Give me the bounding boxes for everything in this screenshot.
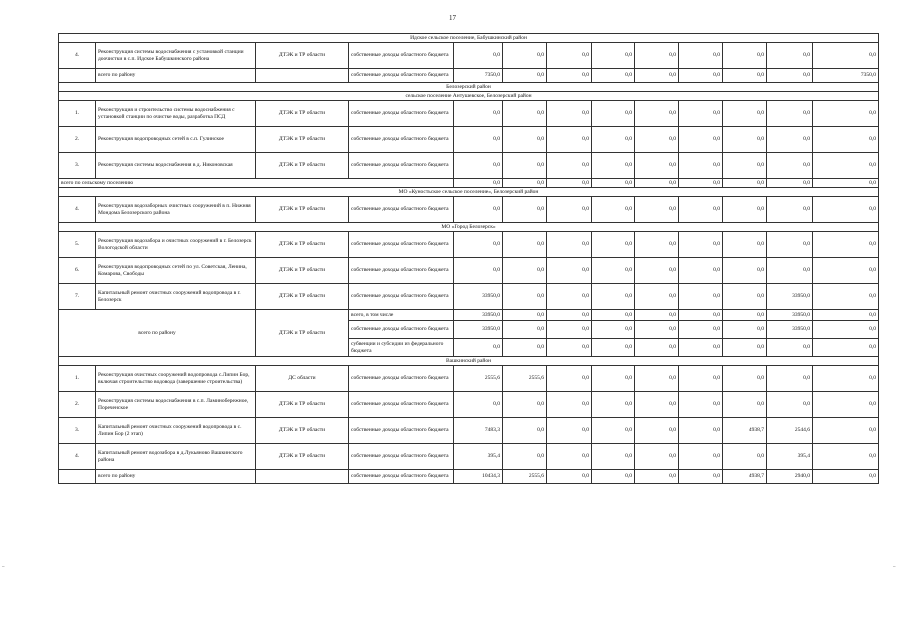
value-cell: 0,0 [454, 197, 503, 223]
value-cell: 0,0 [592, 470, 635, 484]
value-cell: 0,0 [547, 101, 592, 127]
value-cell: 0,0 [454, 127, 503, 153]
value-cell: 0,0 [547, 392, 592, 418]
value-cell: 0,0 [503, 232, 547, 258]
value-cell: 0,0 [454, 232, 503, 258]
value-cell: 0,0 [679, 179, 723, 188]
value-cell: 33950,0 [454, 310, 503, 321]
group-subrow [59, 310, 879, 321]
value-cell: 0,0 [813, 366, 879, 392]
value-cell: 0,0 [723, 127, 767, 153]
value-cell: 0,0 [454, 153, 503, 179]
table-row [59, 232, 879, 258]
value-cell: 0,0 [547, 197, 592, 223]
group-label: всего по району [59, 310, 256, 357]
value-cell: 0,0 [592, 69, 635, 83]
value-cell: 0,0 [813, 321, 879, 339]
value-cell: 0,0 [723, 321, 767, 339]
value-cell: 0,0 [679, 284, 723, 310]
value-cell: 0,0 [592, 392, 635, 418]
measure-name: Реконструкция водозабора и очистных сооружений в г. Белозерск Вологодской области [96, 232, 256, 258]
value-cell: 0,0 [592, 153, 635, 179]
funding-source: собственные доходы областного бюджета [349, 101, 454, 127]
value-cell: 0,0 [679, 197, 723, 223]
value-cell: 0,0 [547, 284, 592, 310]
funding-source: собственные доходы областного бюджета [349, 69, 454, 83]
value-cell: 0,0 [547, 321, 592, 339]
measure-name: Реконструкция системы водоснабжения с установкой станции доочистки в с.п. Идское Бабушкинского района [96, 43, 256, 69]
value-cell: 0,0 [503, 43, 547, 69]
responsible-body: ДТЭК и ТР области [256, 197, 349, 223]
value-cell: 0,0 [767, 339, 813, 357]
value-cell: 0,0 [635, 418, 679, 444]
value-cell: 0,0 [813, 232, 879, 258]
value-cell: 0,0 [635, 197, 679, 223]
funding-source: собственные доходы областного бюджета [349, 366, 454, 392]
value-cell: 0,0 [503, 392, 547, 418]
value-cell: 0,0 [547, 310, 592, 321]
funding-source: всего, в том числе [349, 310, 454, 321]
value-cell: 0,0 [723, 310, 767, 321]
value-cell: 0,0 [813, 470, 879, 484]
section-header-row [59, 223, 879, 232]
value-cell: 0,0 [813, 339, 879, 357]
measure-name: Реконструкция и строительство системы водоснабжения с установкой станции по очистке воды, разработка ПСД [96, 101, 256, 127]
responsible-body [256, 470, 349, 484]
value-cell: 0,0 [635, 101, 679, 127]
value-cell: 0,0 [592, 101, 635, 127]
responsible-body: ДТЭК и ТР области [256, 258, 349, 284]
value-cell: 0,0 [679, 321, 723, 339]
value-cell: 2940,0 [767, 470, 813, 484]
value-cell: 0,0 [679, 153, 723, 179]
value-cell: 0,0 [503, 197, 547, 223]
value-cell: 0,0 [723, 366, 767, 392]
row-number: 4. [59, 43, 96, 69]
table-row [59, 43, 879, 69]
table-row [59, 101, 879, 127]
row-number: 7. [59, 284, 96, 310]
value-cell: 0,0 [679, 366, 723, 392]
value-cell: 2555,6 [454, 366, 503, 392]
funding-source: собственные доходы областного бюджета [349, 444, 454, 470]
responsible-body: ДТЭК и ТР области [256, 127, 349, 153]
value-cell: 0,0 [503, 258, 547, 284]
value-cell: 0,0 [723, 392, 767, 418]
value-cell: 0,0 [813, 179, 879, 188]
value-cell: 0,0 [813, 197, 879, 223]
value-cell: 0,0 [635, 258, 679, 284]
value-cell: 0,0 [723, 101, 767, 127]
section-title: Белозерский район [59, 83, 879, 92]
section-title: МО «Куностьское сельское поселение», Белозерский район [59, 188, 879, 197]
value-cell: 10434,3 [454, 470, 503, 484]
row-number: 5. [59, 232, 96, 258]
value-cell: 0,0 [635, 43, 679, 69]
value-cell: 0,0 [635, 321, 679, 339]
value-cell: 0,0 [503, 127, 547, 153]
value-cell: 0,0 [592, 444, 635, 470]
value-cell: 0,0 [767, 392, 813, 418]
measure-name: Реконструкция системы водоснабжения в с.п. Ламинобережное, Пореченское [96, 392, 256, 418]
row-number: 3. [59, 418, 96, 444]
value-cell: 33950,0 [767, 321, 813, 339]
value-cell: 0,0 [547, 43, 592, 69]
value-cell: 0,0 [454, 179, 503, 188]
value-cell: 0,0 [503, 284, 547, 310]
table-row [59, 418, 879, 444]
value-cell: 0,0 [679, 339, 723, 357]
funding-source: собственные доходы областного бюджета [349, 127, 454, 153]
value-cell: 0,0 [723, 197, 767, 223]
value-cell: 0,0 [679, 127, 723, 153]
value-cell: 0,0 [679, 101, 723, 127]
value-cell: 0,0 [813, 127, 879, 153]
funding-source: собственные доходы областного бюджета [349, 232, 454, 258]
value-cell: 0,0 [503, 321, 547, 339]
value-cell: 0,0 [547, 258, 592, 284]
value-cell: 0,0 [767, 153, 813, 179]
value-cell: 0,0 [767, 366, 813, 392]
value-cell: 0,0 [723, 284, 767, 310]
value-cell: 0,0 [547, 339, 592, 357]
value-cell: 0,0 [592, 197, 635, 223]
table-row [59, 284, 879, 310]
margin-mark: – [893, 565, 896, 570]
value-cell: 0,0 [635, 310, 679, 321]
row-number: 2. [59, 392, 96, 418]
measure-name: Капитальный ремонт очистных сооружений водопровода в г. Белозерск [96, 284, 256, 310]
value-cell: 0,0 [503, 310, 547, 321]
value-cell: 0,0 [813, 444, 879, 470]
value-cell: 0,0 [592, 43, 635, 69]
measure-name: Капитальный ремонт водозабора в д.Лукьяново Вашкинского района [96, 444, 256, 470]
funding-source: собственные доходы областного бюджета [349, 418, 454, 444]
value-cell: 2555,6 [503, 470, 547, 484]
value-cell: 0,0 [547, 127, 592, 153]
row-number: 4. [59, 444, 96, 470]
value-cell: 0,0 [767, 197, 813, 223]
value-cell: 0,0 [723, 258, 767, 284]
value-cell: 0,0 [679, 69, 723, 83]
value-cell: 0,0 [592, 418, 635, 444]
table-row [59, 444, 879, 470]
value-cell: 0,0 [723, 444, 767, 470]
value-cell: 395,4 [454, 444, 503, 470]
funding-source: собственные доходы областного бюджета [349, 43, 454, 69]
funding-source: собственные доходы областного бюджета [349, 197, 454, 223]
measure-name: Реконструкция системы водоснабжения в д. Никоновская [96, 153, 256, 179]
value-cell: 0,0 [503, 69, 547, 83]
value-cell: 0,0 [503, 444, 547, 470]
value-cell: 0,0 [767, 43, 813, 69]
value-cell: 0,0 [592, 366, 635, 392]
value-cell: 0,0 [813, 284, 879, 310]
measure-name: всего по району [96, 470, 256, 484]
value-cell: 0,0 [679, 418, 723, 444]
value-cell: 0,0 [813, 43, 879, 69]
value-cell: 0,0 [635, 232, 679, 258]
measure-name: Реконструкция водопроводных сетей в с.п. Гулинское [96, 127, 256, 153]
total-row [59, 179, 879, 188]
value-cell: 0,0 [547, 179, 592, 188]
section-title: Идское сельское поселение, Бабушкинский район [59, 34, 879, 43]
value-cell: 0,0 [635, 127, 679, 153]
value-cell: 0,0 [723, 43, 767, 69]
value-cell: 0,0 [767, 179, 813, 188]
value-cell: 0,0 [767, 69, 813, 83]
funding-source: собственные доходы областного бюджета [349, 153, 454, 179]
funding-source: субвенции и субсидии из федерального бюджета [349, 339, 454, 357]
value-cell: 0,0 [547, 444, 592, 470]
responsible-body: ДТЭК и ТР области [256, 43, 349, 69]
value-cell: 0,0 [635, 69, 679, 83]
value-cell: 0,0 [679, 43, 723, 69]
row-number [59, 470, 96, 484]
value-cell: 0,0 [592, 179, 635, 188]
responsible-body: ДС области [256, 366, 349, 392]
value-cell: 0,0 [635, 366, 679, 392]
value-cell: 33950,0 [454, 284, 503, 310]
value-cell: 0,0 [813, 258, 879, 284]
measure-name: Капитальный ремонт очистных сооружений водопровода в с. Липин Бор (2 этап) [96, 418, 256, 444]
value-cell: 0,0 [813, 101, 879, 127]
value-cell: 33950,0 [767, 310, 813, 321]
value-cell: 0,0 [635, 470, 679, 484]
value-cell: 0,0 [503, 418, 547, 444]
section-title: сельское поселение Антушевское, Белозерский район [59, 92, 879, 101]
value-cell: 0,0 [679, 310, 723, 321]
value-cell: 0,0 [454, 258, 503, 284]
value-cell: 0,0 [723, 69, 767, 83]
value-cell: 0,0 [723, 339, 767, 357]
section-title: МО «Город Белозерск» [59, 223, 879, 232]
value-cell: 0,0 [723, 179, 767, 188]
section-header-row [59, 92, 879, 101]
row-number: 1. [59, 101, 96, 127]
value-cell: 0,0 [592, 258, 635, 284]
value-cell: 0,0 [723, 153, 767, 179]
responsible-body: ДТЭК и ТР области [256, 392, 349, 418]
responsible-body: ДТЭК и ТР области [256, 284, 349, 310]
value-cell: 0,0 [454, 339, 503, 357]
table-row [59, 258, 879, 284]
value-cell: 0,0 [767, 101, 813, 127]
section-header-row [59, 188, 879, 197]
value-cell: 0,0 [635, 153, 679, 179]
table-row [59, 366, 879, 392]
value-cell: 0,0 [547, 366, 592, 392]
table-row [59, 392, 879, 418]
value-cell: 7350,0 [454, 69, 503, 83]
value-cell: 0,0 [503, 101, 547, 127]
margin-mark: – [2, 565, 5, 570]
funding-source: собственные доходы областного бюджета [349, 392, 454, 418]
funding-source: собственные доходы областного бюджета [349, 470, 454, 484]
value-cell: 0,0 [592, 284, 635, 310]
value-cell: 0,0 [679, 392, 723, 418]
value-cell: 7483,3 [454, 418, 503, 444]
value-cell: 0,0 [813, 418, 879, 444]
section-title: Вашкинский район [59, 357, 879, 366]
responsible-body: ДТЭК и ТР области [256, 418, 349, 444]
table-row [59, 127, 879, 153]
value-cell: 0,0 [635, 444, 679, 470]
value-cell: 0,0 [813, 310, 879, 321]
row-number: 2. [59, 127, 96, 153]
value-cell: 395,4 [767, 444, 813, 470]
funding-source: собственные доходы областного бюджета [349, 321, 454, 339]
value-cell: 0,0 [679, 470, 723, 484]
measure-name: Реконструкция очистных сооружений водопровода с.Липин Бор, включая строительство водовода (завершение строительства) [96, 366, 256, 392]
value-cell: 0,0 [767, 127, 813, 153]
section-header-row [59, 83, 879, 92]
value-cell: 0,0 [547, 232, 592, 258]
measure-name: всего по району [96, 69, 256, 83]
page-number: 17 [449, 14, 456, 22]
funding-source: собственные доходы областного бюджета [349, 284, 454, 310]
value-cell: 0,0 [547, 418, 592, 444]
value-cell: 33950,0 [454, 321, 503, 339]
responsible-body: ДТЭК и ТР области [256, 232, 349, 258]
section-header-row [59, 357, 879, 366]
value-cell: 0,0 [547, 153, 592, 179]
value-cell: 0,0 [503, 179, 547, 188]
table-row [59, 197, 879, 223]
value-cell: 0,0 [635, 339, 679, 357]
value-cell: 7350,0 [813, 69, 879, 83]
value-cell: 0,0 [454, 43, 503, 69]
value-cell: 0,0 [679, 232, 723, 258]
value-cell: 0,0 [592, 321, 635, 339]
value-cell: 33950,0 [767, 284, 813, 310]
row-number [59, 69, 96, 83]
responsible-body: ДТЭК и ТР области [256, 444, 349, 470]
value-cell: 0,0 [592, 232, 635, 258]
table-row [59, 153, 879, 179]
row-number: 6. [59, 258, 96, 284]
budget-table [58, 33, 879, 484]
value-cell: 0,0 [679, 258, 723, 284]
value-cell: 0,0 [767, 258, 813, 284]
value-cell: 2544,6 [767, 418, 813, 444]
responsible-body: ДТЭК и ТР области [256, 153, 349, 179]
table-row [59, 470, 879, 484]
value-cell: 0,0 [454, 101, 503, 127]
table-row [59, 69, 879, 83]
value-cell: 0,0 [723, 232, 767, 258]
responsible-body: ДТЭК и ТР области [256, 101, 349, 127]
total-label: всего по сельскому поселению [59, 179, 454, 188]
value-cell: 0,0 [767, 232, 813, 258]
value-cell: 0,0 [592, 310, 635, 321]
value-cell: 0,0 [454, 392, 503, 418]
value-cell: 0,0 [592, 127, 635, 153]
measure-name: Реконструкция водопроводных сетей по ул. Советская, Ленина, Комарова, Свободы [96, 258, 256, 284]
measure-name: Реконструкция водозаборных очистных сооружений в п. Нижняя Мондома Белозерского района [96, 197, 256, 223]
value-cell: 0,0 [679, 444, 723, 470]
value-cell: 0,0 [813, 153, 879, 179]
value-cell: 0,0 [592, 339, 635, 357]
section-header-row [59, 34, 879, 43]
value-cell: 0,0 [547, 470, 592, 484]
value-cell: 0,0 [635, 392, 679, 418]
value-cell: 0,0 [503, 339, 547, 357]
row-number: 3. [59, 153, 96, 179]
value-cell: 4938,7 [723, 418, 767, 444]
value-cell: 4938,7 [723, 470, 767, 484]
value-cell: 0,0 [635, 179, 679, 188]
value-cell: 0,0 [503, 153, 547, 179]
responsible-body [256, 69, 349, 83]
funding-source: собственные доходы областного бюджета [349, 258, 454, 284]
responsible-body: ДТЭК и ТР области [256, 310, 349, 357]
value-cell: 0,0 [635, 284, 679, 310]
value-cell: 0,0 [813, 392, 879, 418]
row-number: 1. [59, 366, 96, 392]
row-number: 4. [59, 197, 96, 223]
value-cell: 2555,6 [503, 366, 547, 392]
value-cell: 0,0 [547, 69, 592, 83]
